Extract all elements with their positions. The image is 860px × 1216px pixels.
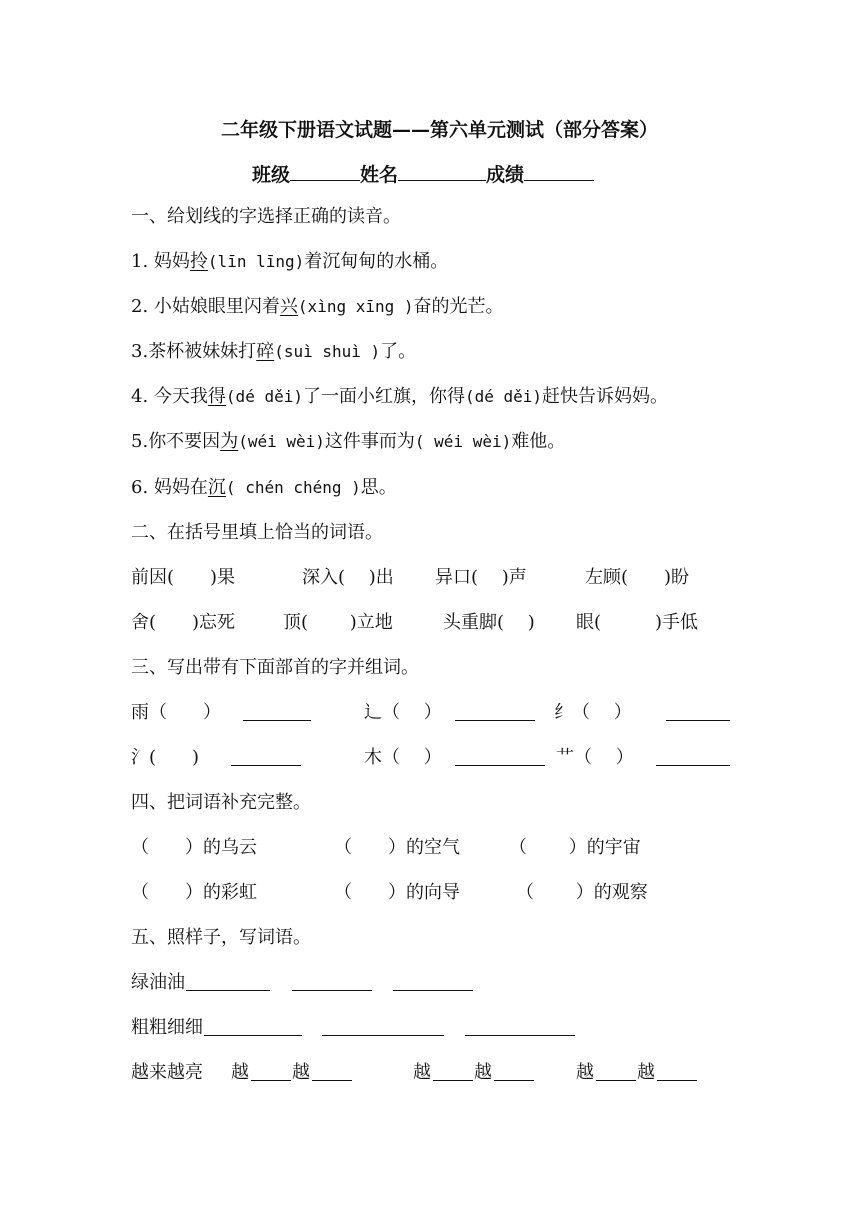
word-answer-line[interactable]: [465, 1035, 575, 1036]
score-blank[interactable]: [524, 162, 594, 181]
idiom-blank-item[interactable]: 头重脚( ): [443, 612, 535, 633]
underlined-char: 得: [207, 386, 226, 407]
page-title: 二年级下册语文试题——第六单元测试（部分答案）: [221, 119, 659, 141]
word-answer-line[interactable]: [596, 1080, 636, 1081]
question-1-3: 3.茶杯被妹妹打碎(suì shuì )了。: [131, 341, 417, 362]
word-answer-line[interactable]: [455, 765, 545, 766]
word-answer-line[interactable]: [312, 1080, 352, 1081]
idiom-blank-item[interactable]: 眼( )手低: [576, 612, 699, 633]
question-1-5: 5.你不要因为(wéi wèi)这件事而为( wéi wèi)难他。: [131, 431, 566, 452]
student-info-line: [252, 162, 594, 187]
underlined-char: 沉: [207, 477, 226, 498]
word-answer-line[interactable]: [433, 1080, 473, 1081]
phrase-blank-item[interactable]: （ ）的宇宙: [509, 837, 641, 858]
question-1-4: 4. 今天我得(dé děi)了一面小红旗，你得(dé děi)赶快告诉妈妈。: [131, 386, 669, 407]
yue-char: 越: [292, 1062, 310, 1083]
word-answer-line[interactable]: [657, 1080, 697, 1081]
class-label: 班级: [252, 164, 291, 186]
question-1-2: 2. 小姑娘眼里闪着兴(xìng xīng )奋的光芒。: [131, 296, 504, 317]
word-answer-line[interactable]: [204, 1035, 302, 1036]
radical-item[interactable]: 氵( ): [131, 747, 200, 768]
word-answer-line[interactable]: [656, 765, 730, 766]
section-1-heading: 一、给划线的字选择正确的读音。: [131, 206, 401, 227]
section-2-heading: 二、在括号里填上恰当的词语。: [131, 522, 383, 543]
yue-char: 越: [413, 1062, 431, 1083]
example-word: 绿油油: [131, 972, 185, 993]
pinyin-options: ( chén chéng ): [225, 478, 361, 497]
phrase-blank-item[interactable]: （ ）的彩虹: [131, 882, 257, 903]
phrase-blank-item[interactable]: （ ）的乌云: [131, 837, 257, 858]
yue-char: 越: [231, 1062, 249, 1083]
class-blank[interactable]: [290, 162, 360, 181]
name-blank[interactable]: [398, 162, 486, 181]
idiom-blank-item[interactable]: 异口( )声: [435, 567, 527, 588]
question-1-6: 6. 妈妈在沉( chén chéng )思。: [131, 477, 397, 498]
radical-item[interactable]: 雨（ ）: [131, 702, 221, 723]
section-4-heading: 四、把词语补充完整。: [131, 792, 311, 813]
underlined-char: 拎: [189, 251, 208, 272]
idiom-blank-item[interactable]: 深入( )出: [302, 567, 394, 588]
yue-char: 越: [637, 1062, 655, 1083]
word-answer-line[interactable]: [292, 990, 372, 991]
score-label: 成绩: [486, 164, 525, 186]
yue-char: 越: [576, 1062, 594, 1083]
pinyin-options: (dé děi): [225, 387, 303, 406]
section-5-heading: 五、照样子，写词语。: [131, 927, 311, 948]
phrase-blank-item[interactable]: （ ）的空气: [334, 837, 460, 858]
example-word: 粗粗细细: [131, 1017, 203, 1038]
radical-item[interactable]: 木（ ）: [364, 747, 442, 768]
phrase-blank-item[interactable]: （ ）的向导: [334, 882, 460, 903]
idiom-blank-item[interactable]: 舍( )忘死: [131, 612, 236, 633]
idiom-blank-item[interactable]: 左顾( )盼: [585, 567, 690, 588]
word-answer-line[interactable]: [666, 720, 730, 721]
word-answer-line[interactable]: [322, 1035, 444, 1036]
word-answer-line[interactable]: [455, 720, 535, 721]
yue-char: 越: [474, 1062, 492, 1083]
pinyin-options: (suì shuì ): [274, 342, 381, 361]
radical-item[interactable]: 辶（ ）: [364, 702, 442, 723]
word-answer-line[interactable]: [494, 1080, 534, 1081]
underlined-char: 兴: [279, 296, 298, 317]
word-answer-line[interactable]: [186, 990, 270, 991]
word-answer-line[interactable]: [231, 765, 301, 766]
radical-item[interactable]: 纟（ ）: [554, 702, 632, 723]
question-1-1: 1. 妈妈拎(līn līng)着沉甸甸的水桶。: [131, 251, 449, 272]
phrase-blank-item[interactable]: （ ）的观察: [516, 882, 648, 903]
idiom-blank-item[interactable]: 顶( )立地: [283, 612, 393, 633]
example-word: 越来越亮: [131, 1062, 203, 1083]
word-answer-line[interactable]: [393, 990, 473, 991]
pinyin-options: ( wéi wèi): [414, 432, 512, 451]
underlined-char: 为: [220, 431, 239, 452]
radical-item[interactable]: 艹（ ）: [556, 747, 634, 768]
section-3-heading: 三、写出带有下面部首的字并组词。: [131, 657, 419, 678]
underlined-char: 碎: [256, 341, 275, 362]
idiom-blank-item[interactable]: 前因( )果: [131, 567, 236, 588]
pinyin-options: (xìng xīng ): [297, 297, 414, 316]
pinyin-options: (wéi wèi): [238, 432, 325, 451]
pinyin-options: (dé děi): [464, 387, 543, 406]
name-label: 姓名: [360, 164, 399, 186]
word-answer-line[interactable]: [243, 720, 311, 721]
word-answer-line[interactable]: [251, 1080, 291, 1081]
pinyin-options: (līn līng): [207, 252, 305, 271]
